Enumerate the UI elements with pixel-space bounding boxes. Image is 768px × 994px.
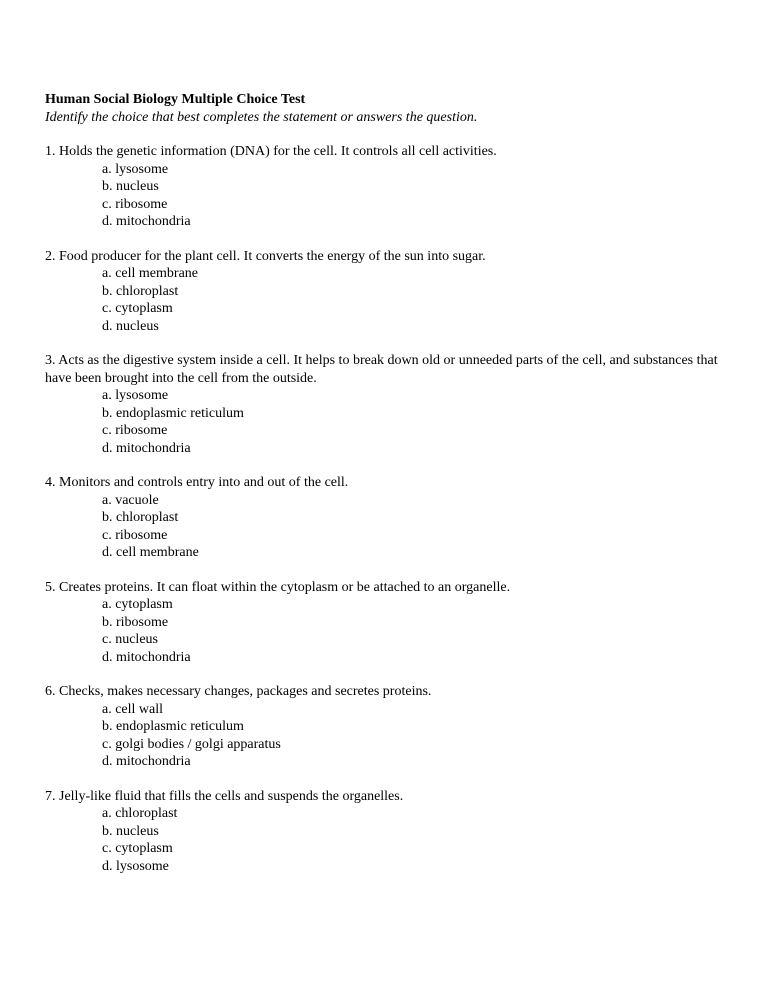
- answer-option: c. ribosome: [102, 196, 168, 212]
- question-stem: 7. Jelly-like fluid that fills the cells and suspends the organelles.: [45, 788, 404, 804]
- answer-option: b. chloroplast: [102, 510, 179, 525]
- answer-option: a. cytoplasm: [102, 597, 173, 612]
- question-2: [45, 248, 725, 336]
- answer-option: b. endoplasmic reticulum: [102, 405, 244, 421]
- answer-option: d. mitochondria: [102, 754, 191, 769]
- answer-option: b. ribosome: [102, 614, 169, 630]
- answer-option: c. ribosome: [102, 527, 168, 543]
- answer-options: [45, 701, 725, 771]
- answer-option: d. mitochondria: [102, 214, 191, 229]
- question-stem: 2. Food producer for the plant cell. It converts the energy of the sun into sugar.: [45, 248, 486, 264]
- question-stem: 4. Monitors and controls entry into and out of the cell.: [45, 475, 349, 490]
- test-document: [45, 91, 725, 892]
- answer-option: b. endoplasmic reticulum: [102, 719, 244, 734]
- question-list: [45, 143, 725, 875]
- answer-option: a. vacuole: [102, 492, 159, 508]
- answer-option: b. chloroplast: [102, 283, 179, 299]
- question-7: [45, 788, 725, 876]
- answer-option: c. cytoplasm: [102, 841, 173, 856]
- answer-option: a. chloroplast: [102, 806, 178, 821]
- answer-options: [45, 492, 725, 562]
- question-6: [45, 683, 725, 771]
- answer-option: d. cell membrane: [102, 545, 199, 560]
- answer-option: a. cell membrane: [102, 266, 199, 281]
- answer-option: d. lysosome: [102, 858, 169, 874]
- answer-options: [45, 596, 725, 666]
- question-stem: 5. Creates proteins. It can float within the cytoplasm or be attached to an organelle.: [45, 579, 511, 595]
- answer-option: d. mitochondria: [102, 649, 191, 665]
- test-title: Human Social Biology Multiple Choice Test: [45, 92, 306, 107]
- question-5: [45, 579, 725, 667]
- answer-option: b. nucleus: [102, 179, 159, 194]
- test-instructions: Identify the choice that best completes the statement or answers the question.: [45, 109, 478, 125]
- answer-options: [45, 805, 725, 875]
- answer-options: [45, 265, 725, 335]
- question-3: [45, 352, 725, 457]
- answer-option: a. lysosome: [102, 161, 169, 177]
- answer-options: [45, 161, 725, 231]
- answer-option: d. mitochondria: [102, 440, 191, 456]
- question-stem: 6. Checks, makes necessary changes, packages and secretes proteins.: [45, 684, 432, 699]
- answer-options: [45, 387, 725, 457]
- answer-option: d. nucleus: [102, 318, 159, 334]
- question-4: [45, 474, 725, 562]
- answer-option: a. lysosome: [102, 388, 169, 403]
- answer-option: c. ribosome: [102, 423, 168, 438]
- answer-option: c. nucleus: [102, 632, 158, 647]
- answer-option: c. golgi bodies / golgi apparatus: [102, 736, 281, 752]
- question-stem: 3. Acts as the digestive system inside a cell. It helps to break down old or unneeded parts of the cell, and substances that have been brought into the cell from the outside.: [45, 353, 718, 386]
- question-1: [45, 143, 725, 231]
- answer-option: a. cell wall: [102, 701, 164, 717]
- answer-option: b. nucleus: [102, 823, 159, 839]
- answer-option: c. cytoplasm: [102, 301, 173, 316]
- question-stem: 1. Holds the genetic information (DNA) for the cell. It controls all cell activities.: [45, 144, 497, 159]
